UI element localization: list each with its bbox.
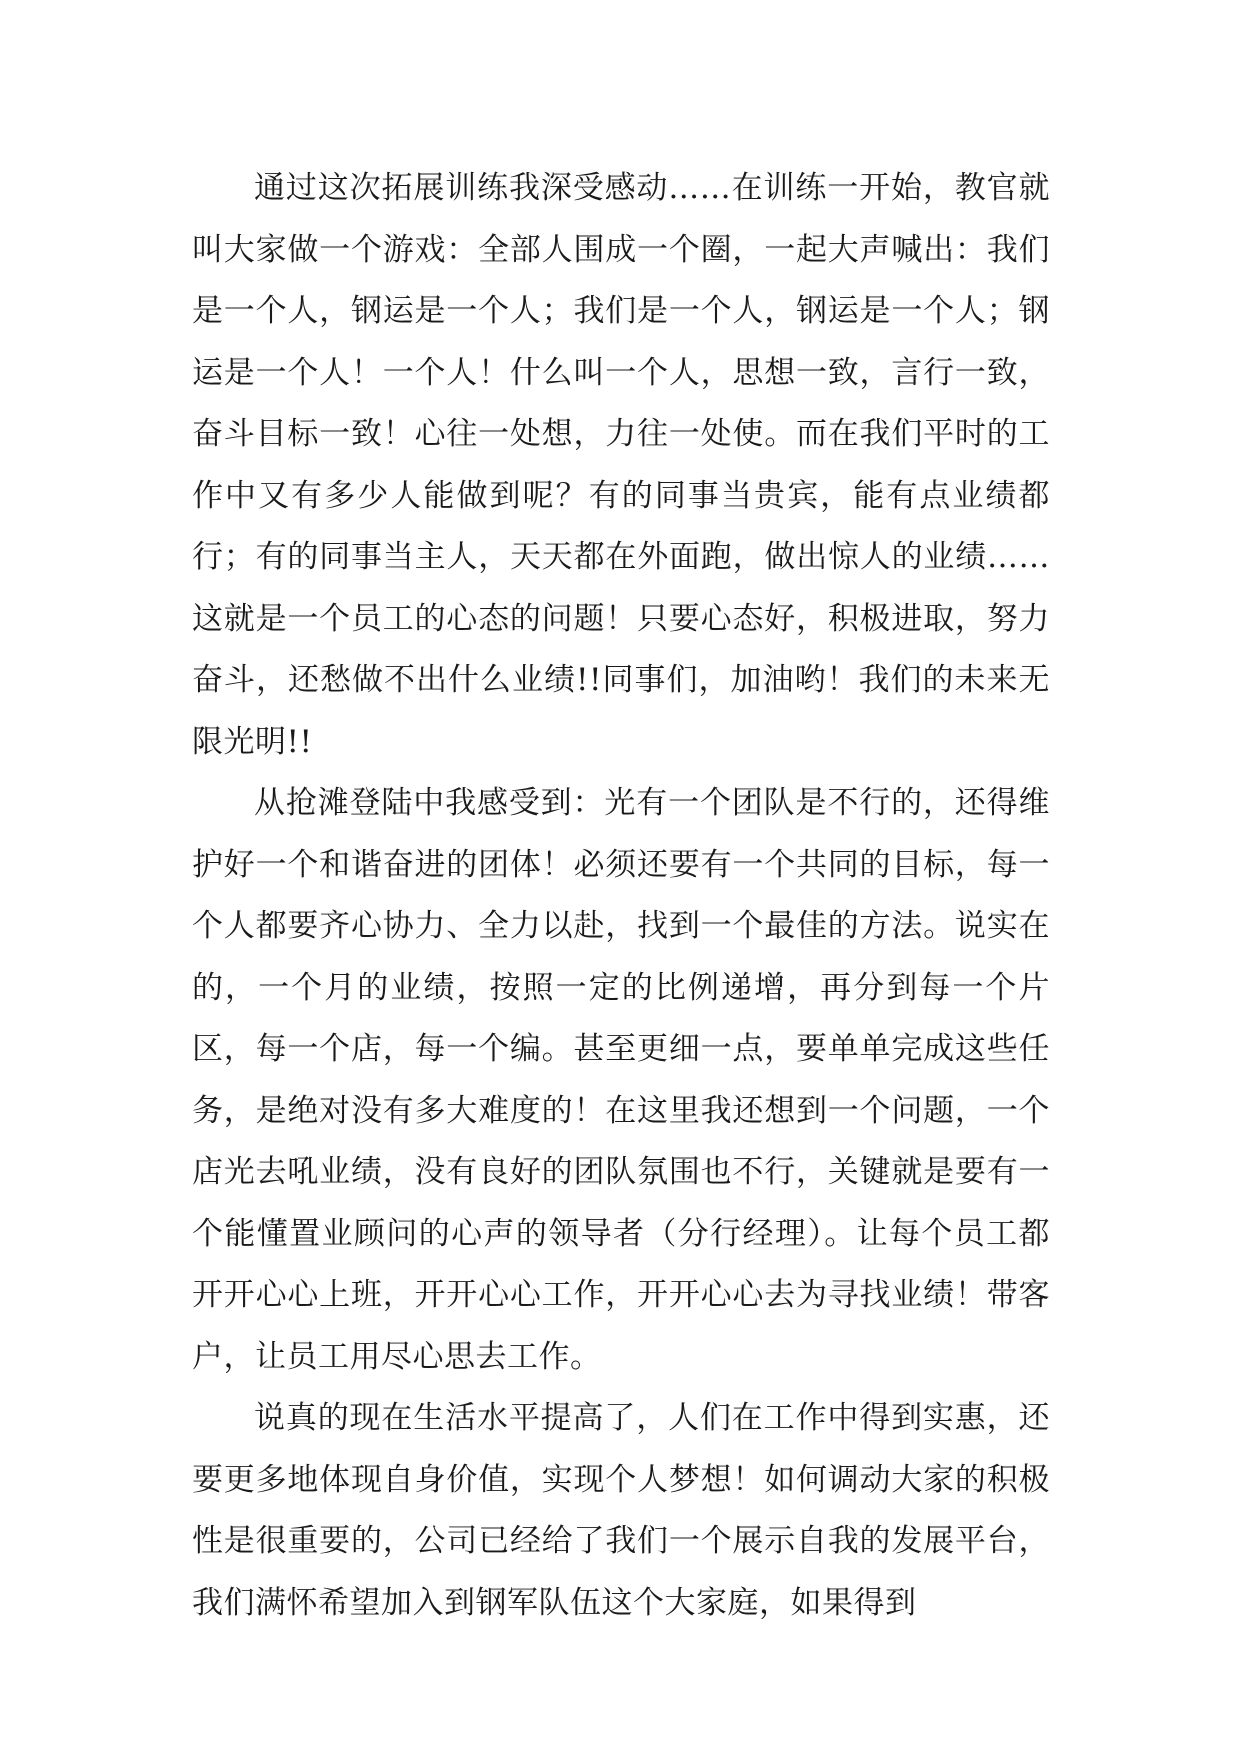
document-body xyxy=(192,158,1050,1634)
paragraph-3: 说真的现在生活水平提高了，人们在工作中得到实惠，还要更多地体现自身价值，实现个人梦想！如何调动大家的积极性是很重要的，公司已经给了我们一个展示自我的发展平台，我们满怀希望加入到钢军队伍这个大家庭，如果得到 xyxy=(192,1400,1050,1621)
paragraph-1: 通过这次拓展训练我深受感动……在训练一开始，教官就叫大家做一个游戏：全部人围成一个圈，一起大声喊出：我们是一个人，钢运是一个人；我们是一个人，钢运是一个人；钢运是一个人！一个人！什么叫一个人，思想一致，言行一致，奋斗目标一致！心往一处想，力往一处使。而在我们平时的工作中又有多少人能做到呢？有的同事当贵宾，能有点业绩都行；有的同事当主人，天天都在外面跑，做出惊人的业绩……这就是一个员工的心态的问题！只要心态好，积极进取，努力奋斗，还愁做不出什么业绩!!同事们，加油哟！我们的未来无限光明!! xyxy=(192,170,1050,760)
paragraph-2: 从抢滩登陆中我感受到：光有一个团队是不行的，还得维护好一个和谐奋进的团体！必须还要有一个共同的目标，每一个人都要齐心协力、全力以赴，找到一个最佳的方法。说实在的，一个月的业绩，按照一定的比例递增，再分到每一个片区，每一个店，每一个编。甚至更细一点，要单单完成这些任务，是绝对没有多大难度的！在这里我还想到一个问题，一个店光去吼业绩，没有良好的团队氛围也不行，关键就是要有一个能懂置业顾问的心声的领导者（分行经理）。让每个员工都开开心心上班，开开心心工作，开开心心去为寻找业绩！带客户，让员工用尽心思去工作。 xyxy=(192,785,1050,1375)
